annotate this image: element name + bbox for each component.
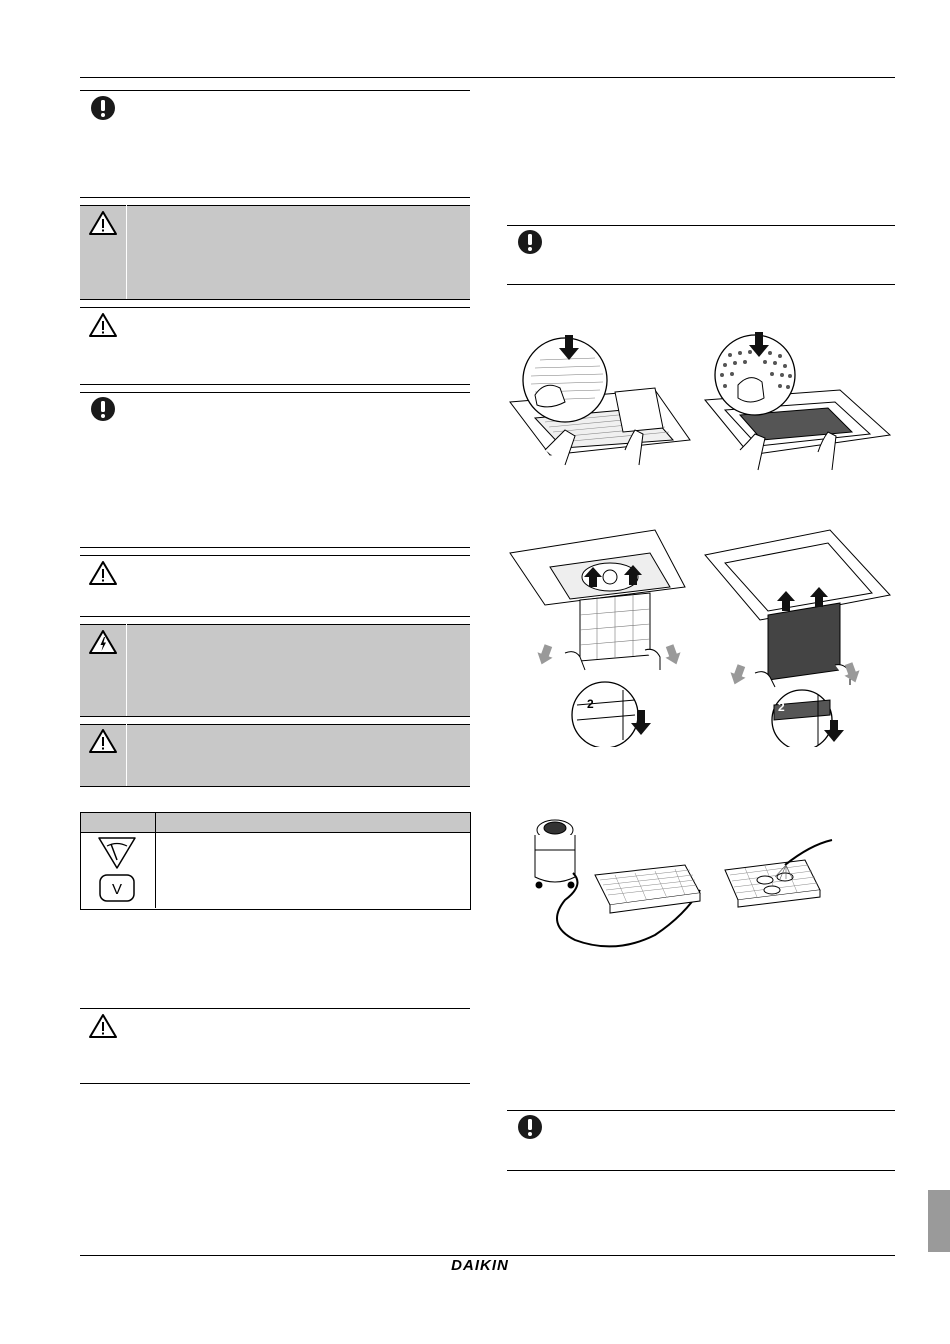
caution-rule-top	[80, 555, 470, 556]
svg-text:2: 2	[587, 697, 594, 711]
warning-rule-top	[80, 724, 470, 725]
language-side-tab	[928, 1190, 950, 1252]
daikin-logo: DAIKIN	[451, 1257, 509, 1274]
danger-electric-callout	[80, 624, 470, 716]
table-col-divider	[155, 813, 156, 908]
warning-triangle-icon	[88, 210, 118, 236]
svg-text:2: 2	[778, 700, 785, 714]
notice-rule-bottom	[80, 197, 470, 198]
callout-divider	[126, 624, 127, 716]
svg-text:V: V	[111, 881, 123, 898]
caution-rule-top	[80, 1008, 470, 1009]
warning-triangle-icon	[88, 560, 118, 586]
notice-rule-top	[80, 392, 470, 393]
notice-rule-top	[507, 225, 895, 226]
warning-rule-bottom	[80, 786, 470, 787]
callout-divider	[126, 724, 127, 786]
warning-triangle-icon	[88, 312, 118, 338]
danger-rule-bottom	[80, 716, 470, 717]
exclamation-circle-icon	[90, 396, 116, 422]
warning-rule-top	[80, 205, 470, 206]
notice-rule-top	[507, 1110, 895, 1111]
electric-hazard-icon	[88, 629, 118, 655]
danger-rule-top	[80, 624, 470, 625]
caution-rule-bottom	[80, 384, 470, 385]
header-rule	[80, 77, 895, 78]
warning-callout	[80, 724, 470, 786]
filter-gauge-icon	[97, 836, 137, 870]
filter-sign-v-icon	[99, 874, 135, 902]
vacuum-clean-filter-figure	[525, 815, 715, 955]
footer-rule	[80, 1255, 895, 1256]
exclamation-circle-icon	[517, 229, 543, 255]
open-suction-grille-standard-figure	[505, 330, 695, 470]
caution-rule-bottom	[80, 616, 470, 617]
caution-rule-top	[80, 307, 470, 308]
notice-rule-bottom	[80, 547, 470, 548]
notice-rule-bottom	[507, 1170, 895, 1171]
warning-triangle-icon	[88, 728, 118, 754]
warning-rule-bottom	[80, 299, 470, 300]
exclamation-circle-icon	[90, 95, 116, 121]
wash-filter-figure	[720, 835, 840, 925]
notice-rule-top	[80, 90, 470, 91]
warning-callout	[80, 205, 470, 299]
table-header	[81, 813, 470, 832]
open-suction-grille-designer-figure	[700, 330, 895, 475]
exclamation-circle-icon	[517, 1114, 543, 1140]
remove-filter-designer-figure	[700, 525, 895, 747]
caution-rule-bottom	[80, 1083, 470, 1084]
table-header-rule	[81, 832, 470, 833]
callout-divider	[126, 205, 127, 299]
notice-rule-bottom	[507, 284, 895, 285]
warning-triangle-icon	[88, 1013, 118, 1039]
remove-filter-standard-figure	[505, 525, 695, 747]
